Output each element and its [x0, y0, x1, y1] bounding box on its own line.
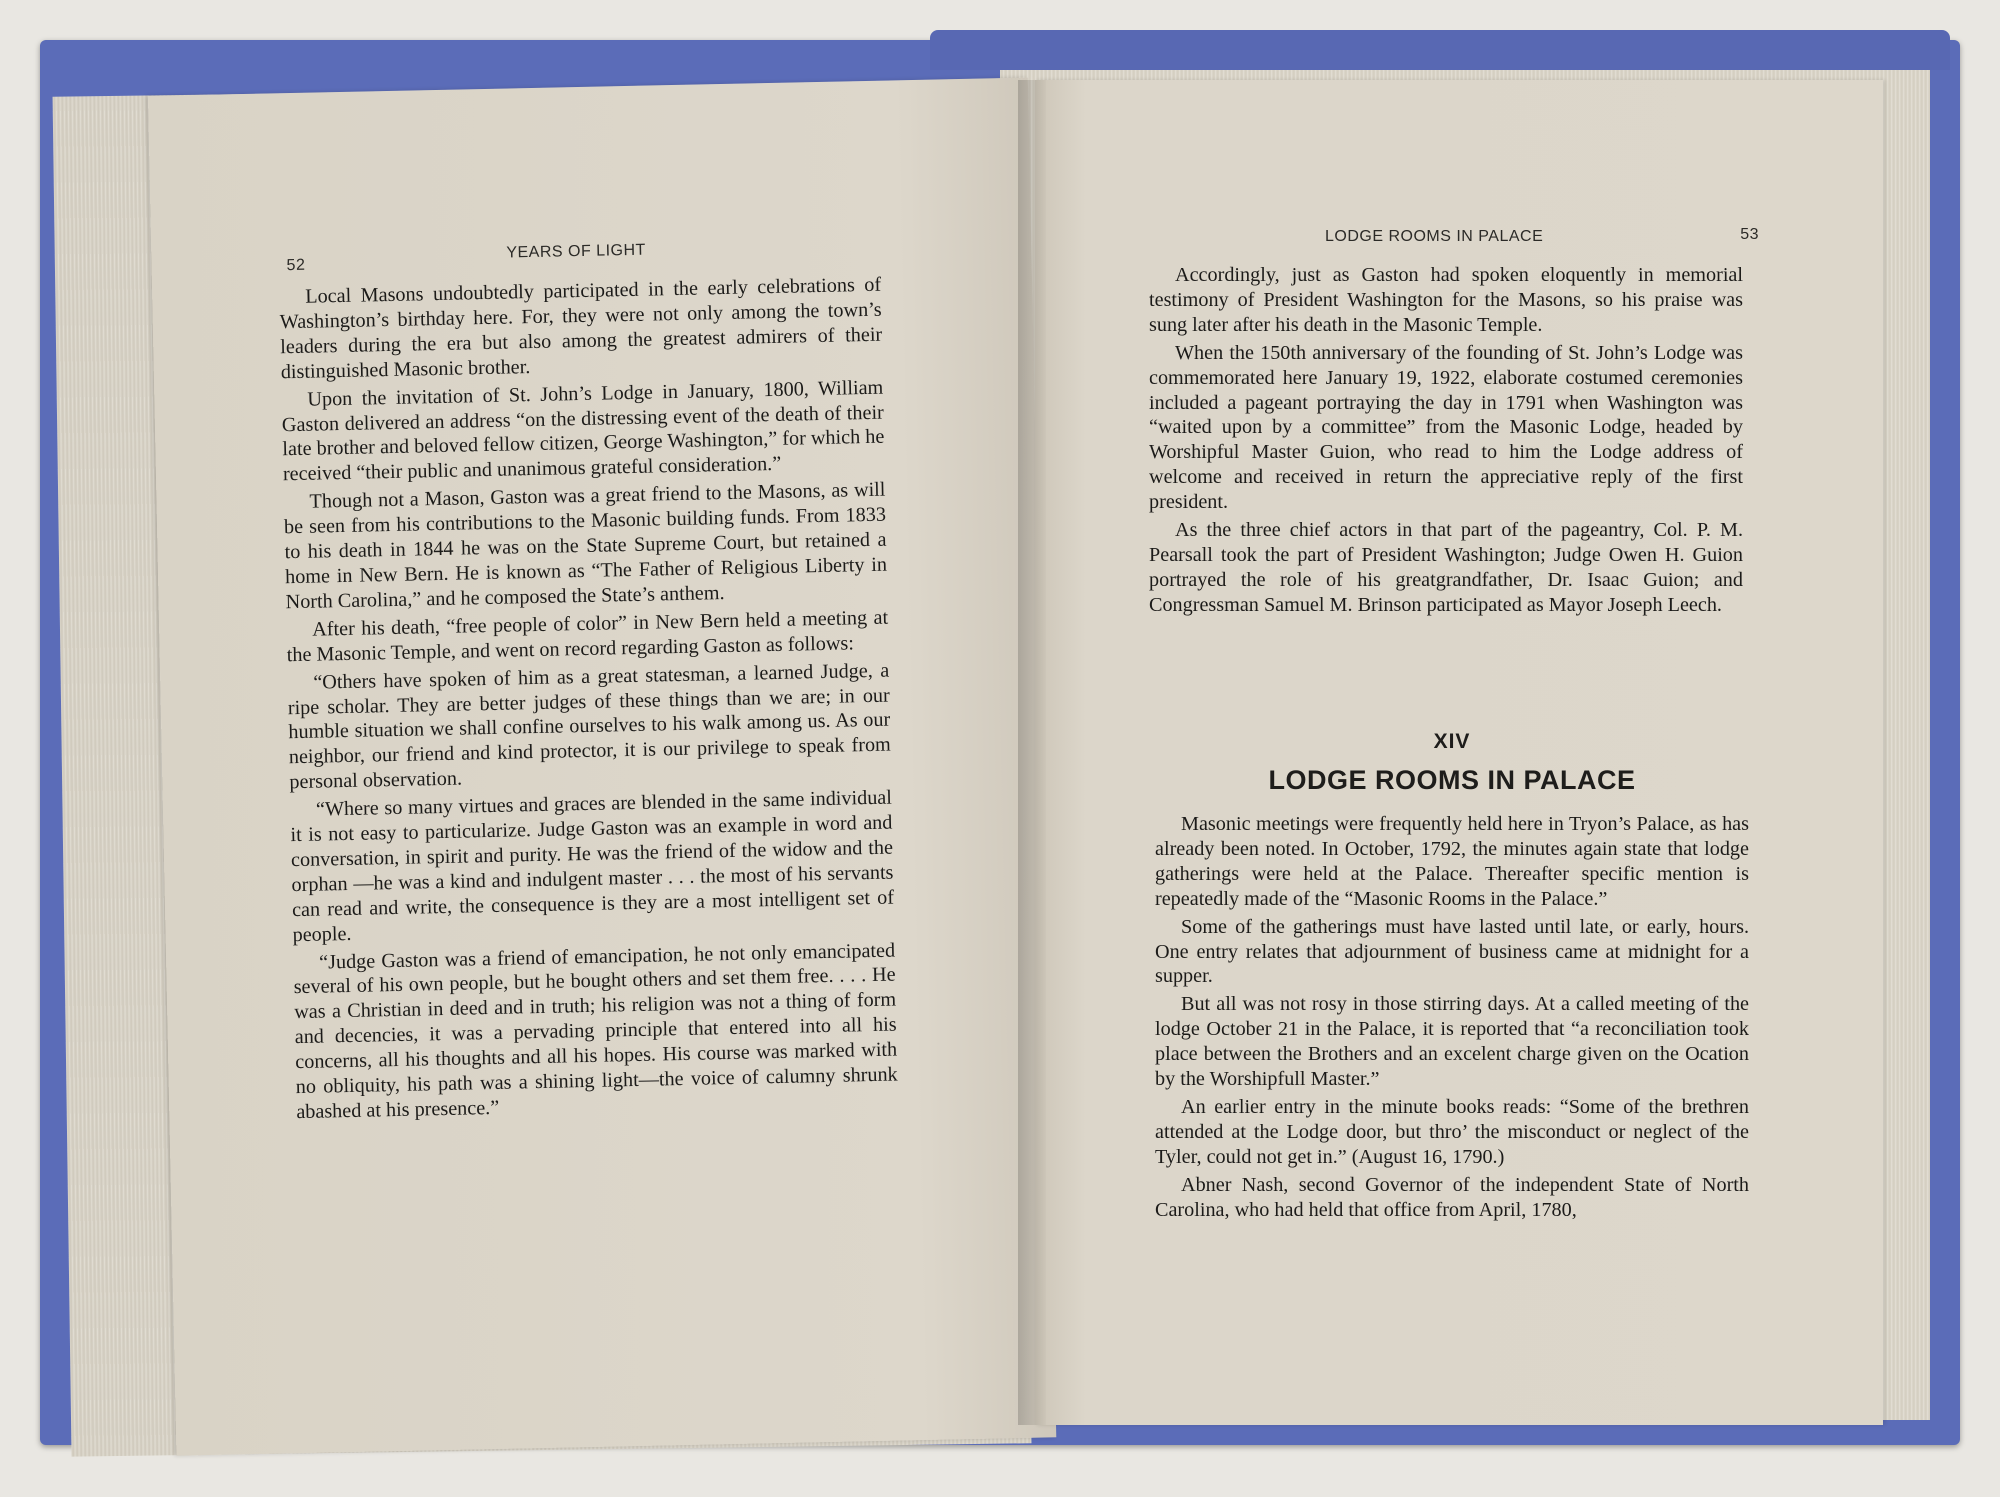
paragraph: “Where so many virtues and graces are blended in the same individual it is not easy to particularize. Judge Gaston was an example in word and conversation, in spirit and purity. He was the friend of the widow and the orphan —he was a kind and indulgent master . . . the most of his servants can read and write, the consequence is they are a most intelligent set of people.	[290, 786, 895, 946]
book-gutter-shadow	[1018, 80, 1046, 1425]
paragraph: As the three chief actors in that part of the pageantry, Col. P. M. Pearsall took the part of President Washington; Judge Owen H. Guion portrayed the role of his greatgrandfather, Dr. Isaac Guion; and Congressman Samuel M. Brinson participated as Mayor Joseph Leech.	[1149, 519, 1743, 616]
paragraph: Though not a Mason, Gaston was a great friend to the Masons, as will be seen from his contributions to the Masonic building funds. From 1833 to his death in 1844 he was on the State Supreme Court, but retained a home in New Bern. He is known as “The Father of Religious Liberty in North Carolina,” and he composed the State’s anthem.	[283, 478, 888, 614]
running-head: YEARS OF LIGHT	[506, 241, 646, 262]
paragraph: An earlier entry in the minute books reads: “Some of the brethren attended at the Lodge door, but thro’ the misconduct or neglect of the Tyler, could not get in.” (August 16, 1790.)	[1155, 1095, 1749, 1168]
right-body-text-bottom	[1155, 812, 1749, 1226]
paragraph: When the 150th anniversary of the founding of St. John’s Lodge was commemorated here January 19, 1922, elaborate costumed ceremonies included a pageant portraying the day in 1791 when Washington was “waited upon by a committee” from the Masonic Lodge, headed by Worshipful Master Guion, who read to him the Lodge address of welcome and received in return the appreciative reply of the first president.	[1149, 341, 1743, 514]
left-body-text	[279, 273, 899, 1128]
paragraph: Local Masons undoubtedly participated in the early celebrations of Washington’s birthday here. For, they were not only among the town’s leaders during the era but also among the greatest admirers of their distinguished Masonic brother.	[279, 273, 883, 383]
paragraph: Some of the gatherings must have lasted until late, or early, hours. One entry relates that adjournment of business came at midnight for a supper.	[1155, 915, 1749, 988]
chapter-number: XIV	[1433, 730, 1471, 753]
book-spine	[930, 30, 1950, 70]
page-number: 53	[1740, 226, 1759, 243]
paragraph: Abner Nash, second Governor of the independent State of North Carolina, who had held that office from April, 1780,	[1155, 1173, 1749, 1221]
right-page	[1035, 80, 1883, 1425]
chapter-title: LODGE ROOMS IN PALACE	[1268, 765, 1636, 795]
left-page	[148, 78, 1056, 1456]
right-body-text-top	[1149, 263, 1743, 621]
paragraph: Upon the invitation of St. John’s Lodge in January, 1800, William Gaston delivered an address “on the distressing event of the death of their late brother and beloved fellow citizen, George Washington,” for which he received “their public and unanimous grateful consideration.”	[281, 376, 885, 486]
page-number: 52	[286, 256, 306, 275]
paragraph: Masonic meetings were frequently held here in Tryon’s Palace, as has already been noted. In October, 1792, the minutes again state that lodge gatherings were held at the Palace. Thereafter specific mention is repeatedly made of the “Masonic Rooms in the Palace.”	[1155, 813, 1749, 910]
running-head: LODGE ROOMS IN PALACE	[1325, 228, 1544, 245]
paragraph: Accordingly, just as Gaston had spoken eloquently in memorial testimony of President Washington for the Masons, so his praise was sung later after his death in the Masonic Temple.	[1149, 264, 1743, 336]
paragraph: But all was not rosy in those stirring days. At a called meeting of the lodge October 21 in the Palace, it is reported that “a reconciliation took place between the Brothers and an excelent charge given on the Ocation by the Worshipfull Master.”	[1155, 993, 1749, 1091]
paragraph: “Others have spoken of him as a great statesman, a learned Judge, a ripe scholar. They are better judges of these things than we are; in our humble situation we shall confine ourselves to his walk among us. As our neighbor, our friend and kind protector, it is our privilege to speak from personal observation.	[287, 659, 891, 794]
paragraph: “Judge Gaston was a friend of emancipation, he not only emancipated several of his own people, but he bought others and set them free. . . . He was a Christian in deed and in truth; his religion was not a thing of form and decencies, it was a pervading principle that entered into all his concerns, all his thoughts and all his hopes. His course was marked with no obliquity, his path was a shining light—the voice of calumny shrunk abashed at his presence.”	[293, 939, 898, 1124]
paragraph: After his death, “free people of color” in New Bern held a meeting at the Masonic Temple, and went on record regarding Gaston as follows:	[286, 606, 889, 666]
